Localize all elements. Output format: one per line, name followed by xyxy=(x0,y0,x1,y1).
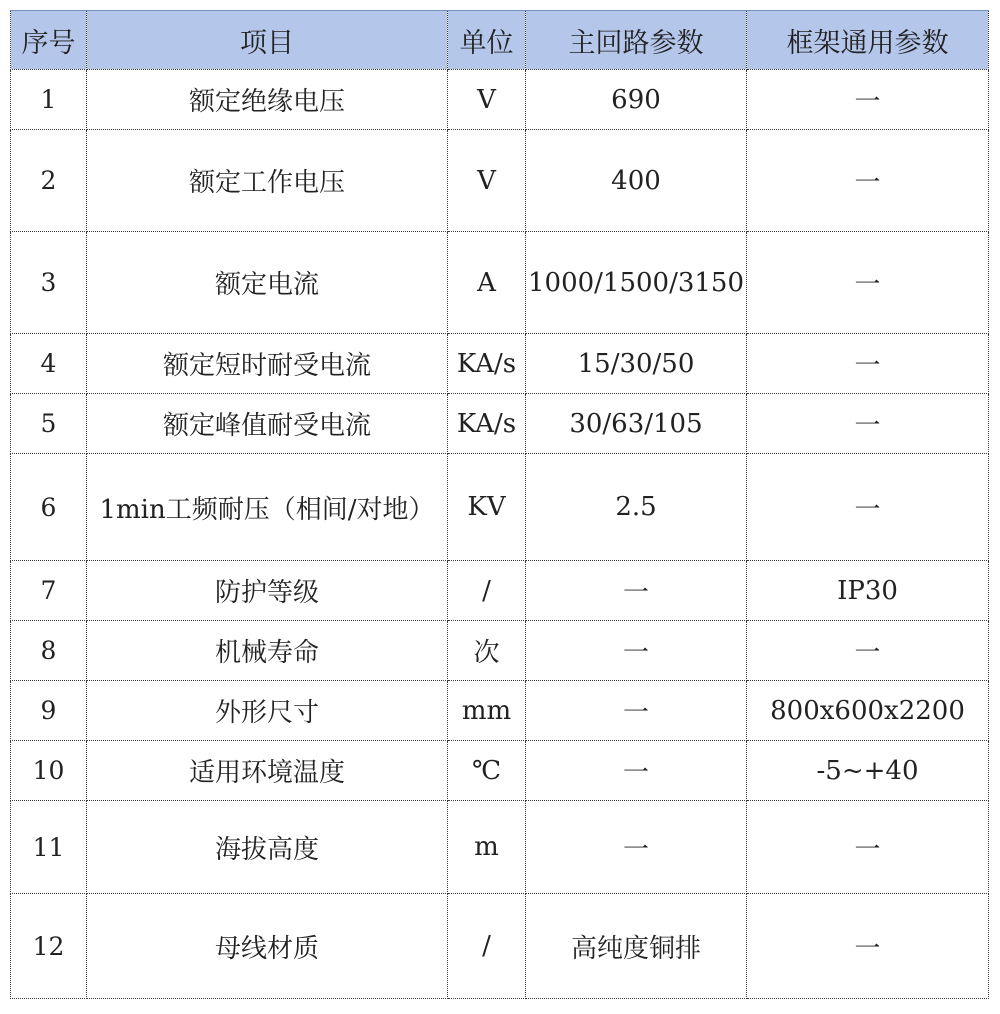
header-row xyxy=(11,11,989,70)
cell-unit: / xyxy=(448,561,526,621)
cell-item: 母线材质 xyxy=(87,894,448,999)
header-main-circuit: 主回路参数 xyxy=(526,11,747,70)
cell-frame-general: IP30 xyxy=(747,561,989,621)
header-unit: 单位 xyxy=(448,11,526,70)
cell-frame-general: 一 xyxy=(747,894,989,999)
cell-main-circuit: 690 xyxy=(526,70,747,130)
cell-main-circuit: 30/63/105 xyxy=(526,394,747,454)
cell-frame-general: 一 xyxy=(747,334,989,394)
table-row xyxy=(11,232,989,334)
cell-main-circuit: 一 xyxy=(526,801,747,894)
cell-item: 适用环境温度 xyxy=(87,741,448,801)
cell-main-circuit: 15/30/50 xyxy=(526,334,747,394)
cell-frame-general: 一 xyxy=(747,394,989,454)
cell-no: 2 xyxy=(11,130,87,232)
cell-main-circuit: 1000/1500/3150 xyxy=(526,232,747,334)
cell-no: 12 xyxy=(11,894,87,999)
cell-no: 1 xyxy=(11,70,87,130)
cell-item: 机械寿命 xyxy=(87,621,448,681)
cell-item: 外形尺寸 xyxy=(87,681,448,741)
table-row xyxy=(11,454,989,561)
header-no: 序号 xyxy=(11,11,87,70)
cell-main-circuit: 一 xyxy=(526,561,747,621)
table-row xyxy=(11,741,989,801)
cell-unit: mm xyxy=(448,681,526,741)
cell-item: 1min工频耐压（相间/对地） xyxy=(87,454,448,561)
table-row xyxy=(11,334,989,394)
cell-main-circuit: 一 xyxy=(526,621,747,681)
cell-item: 额定工作电压 xyxy=(87,130,448,232)
cell-no: 10 xyxy=(11,741,87,801)
cell-no: 4 xyxy=(11,334,87,394)
cell-item: 额定电流 xyxy=(87,232,448,334)
cell-unit: V xyxy=(448,130,526,232)
cell-frame-general: 一 xyxy=(747,801,989,894)
table-row xyxy=(11,70,989,130)
cell-main-circuit: 高纯度铜排 xyxy=(526,894,747,999)
cell-unit: KA/s xyxy=(448,334,526,394)
cell-item: 海拔高度 xyxy=(87,801,448,894)
cell-item: 额定绝缘电压 xyxy=(87,70,448,130)
table-row xyxy=(11,394,989,454)
table-header xyxy=(11,11,989,70)
cell-frame-general: 一 xyxy=(747,232,989,334)
cell-unit: V xyxy=(448,70,526,130)
table-row xyxy=(11,894,989,999)
cell-item: 额定短时耐受电流 xyxy=(87,334,448,394)
table-row xyxy=(11,681,989,741)
cell-unit: m xyxy=(448,801,526,894)
cell-frame-general: 一 xyxy=(747,621,989,681)
cell-no: 7 xyxy=(11,561,87,621)
cell-unit: KV xyxy=(448,454,526,561)
cell-unit: 次 xyxy=(448,621,526,681)
cell-unit: KA/s xyxy=(448,394,526,454)
header-item: 项目 xyxy=(87,11,448,70)
cell-frame-general: 一 xyxy=(747,130,989,232)
cell-main-circuit: 一 xyxy=(526,741,747,801)
cell-no: 9 xyxy=(11,681,87,741)
cell-main-circuit: 400 xyxy=(526,130,747,232)
header-frame-general: 框架通用参数 xyxy=(747,11,989,70)
table-row xyxy=(11,561,989,621)
cell-main-circuit: 一 xyxy=(526,681,747,741)
cell-unit: A xyxy=(448,232,526,334)
cell-frame-general: 800x600x2200 xyxy=(747,681,989,741)
cell-no: 5 xyxy=(11,394,87,454)
cell-item: 额定峰值耐受电流 xyxy=(87,394,448,454)
cell-frame-general: -5~+40 xyxy=(747,741,989,801)
cell-no: 6 xyxy=(11,454,87,561)
cell-frame-general: 一 xyxy=(747,454,989,561)
table-body xyxy=(11,70,989,999)
table-row xyxy=(11,801,989,894)
cell-main-circuit: 2.5 xyxy=(526,454,747,561)
spec-table xyxy=(10,10,989,999)
table-row xyxy=(11,130,989,232)
cell-unit: ℃ xyxy=(448,741,526,801)
cell-no: 8 xyxy=(11,621,87,681)
cell-frame-general: 一 xyxy=(747,70,989,130)
cell-no: 11 xyxy=(11,801,87,894)
table-row xyxy=(11,621,989,681)
cell-unit: / xyxy=(448,894,526,999)
cell-item: 防护等级 xyxy=(87,561,448,621)
cell-no: 3 xyxy=(11,232,87,334)
